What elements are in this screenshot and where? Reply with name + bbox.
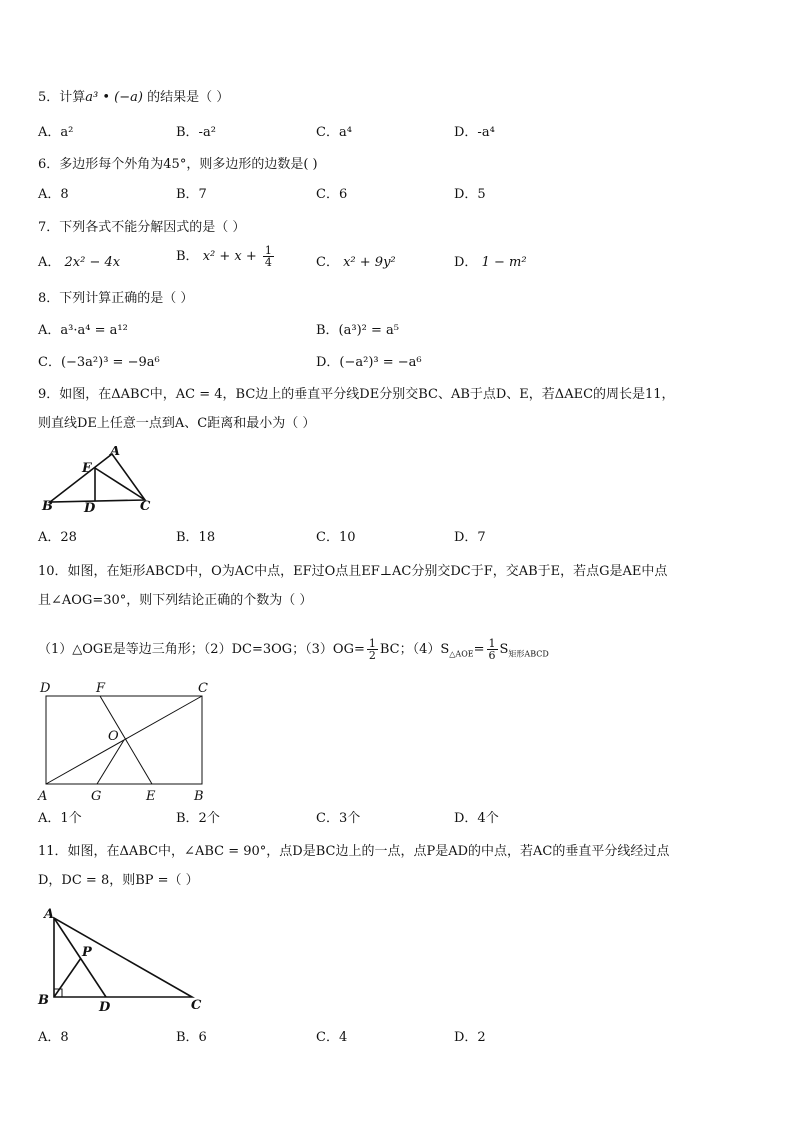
q9-label-b: B (42, 499, 53, 514)
question-5-stem: 5．计算a³ • (−a) 的结果是（ ） (38, 90, 230, 105)
q10-option-b: B．2个 (176, 811, 220, 826)
q8-option-b: B．(a³)² = a⁵ (316, 323, 399, 338)
q5-option-c: C．a⁴ (316, 125, 352, 140)
question-6-stem: 6．多边形每个外角为45°，则多边形的边数是( ) (38, 157, 318, 172)
question-10-stem-line2: 且∠AOG=30°，则下列结论正确的个数为（ ） (38, 593, 313, 608)
q7-option-c: C． x² + 9y² (316, 255, 396, 270)
q6-option-a: A．8 (38, 187, 69, 202)
q9-label-d: D (84, 501, 96, 516)
q10-label-f: F (96, 681, 106, 696)
q11-label-a: A (44, 907, 55, 922)
q10-label-d: D (40, 681, 51, 696)
q9-option-a: A．28 (38, 530, 77, 545)
q6-option-d: D．5 (454, 187, 486, 202)
q11-option-c: C．4 (316, 1030, 348, 1045)
q5-option-d: D．-a⁴ (454, 125, 495, 140)
question-11-stem-line2: D，DC = 8，则BP =（ ） (38, 873, 199, 888)
q5-option-a: A．a² (38, 125, 74, 140)
q7-option-d: D． 1 − m² (454, 255, 527, 270)
q8-option-d: D．(−a²)³ = −a⁶ (316, 355, 422, 370)
question-8-stem: 8．下列计算正确的是（ ） (38, 291, 194, 306)
q11-label-d: D (99, 1000, 111, 1014)
q11-label-b: B (38, 993, 49, 1008)
q10-label-c: C (198, 681, 208, 696)
question-11-stem-line1: 11．如图，在ΔABC中，∠ABC = 90°，点D是BC边上的一点，点P是AD的中点，若AC的垂直平分线经过点 (38, 844, 670, 859)
q10-option-d: D．4个 (454, 811, 499, 826)
q11-option-d: D．2 (454, 1030, 486, 1045)
q10-option-c: C．3个 (316, 811, 361, 826)
question-7-stem: 7．下列各式不能分解因式的是（ ） (38, 220, 246, 235)
q11-option-a: A．8 (38, 1030, 69, 1045)
q10-figure (34, 678, 214, 808)
q9-figure (40, 446, 160, 516)
q6-option-b: B．7 (176, 187, 207, 202)
q10-conclusions: （1）△OGE是等边三角形；（2）DC=3OG；（3）OG= $\frac{1}{2}$ BC；$(4)S_{\triangle AOE}=$ $\frac{1}{6}$ $S_{矩形ABCD}$ (38, 637, 549, 662)
q9-label-a: A (110, 446, 121, 459)
q10-label-a: A (38, 789, 48, 804)
question-9-stem-line1: 9．如图，在ΔABC中，AC = 4，BC边上的垂直平分线DE分别交BC、AB于点D、E，若ΔAEC的周长是11， (38, 387, 675, 402)
q5-option-b: B．-a² (176, 125, 216, 140)
q9-option-d: D．7 (454, 530, 486, 545)
q11-label-p: P (82, 945, 92, 960)
q7-option-b: B． x² + x + $\frac{1}{4}$ (176, 244, 272, 269)
q7-fraction: $\frac{1}{4}$ (264, 244, 272, 269)
q9-label-c: C (140, 499, 151, 514)
q10-label-e: E (146, 789, 156, 804)
q9-label-e: E (82, 461, 92, 476)
q9-option-c: C．10 (316, 530, 356, 545)
q11-label-c: C (191, 998, 202, 1013)
question-10-stem-line1: 10．如图，在矩形ABCD中，O为AC中点，EF过O点且EF⊥AC分别交DC于F，交AB于E，若点G是AE中点 (38, 564, 668, 579)
q8-option-a: A．a³·a⁴ = a¹² (38, 323, 128, 338)
q10-fraction-sixth: $\frac{1}{6}$ (488, 637, 496, 662)
q6-option-c: C．6 (316, 187, 348, 202)
q8-option-c: C．(−3a²)³ = −9a⁶ (38, 355, 160, 370)
q11-option-b: B．6 (176, 1030, 207, 1045)
q11-figure (36, 904, 216, 1014)
q10-label-b: B (194, 789, 204, 804)
q10-fraction-half: $\frac{1}{2}$ (368, 637, 376, 662)
q7-option-a: A． 2x² − 4x (38, 255, 121, 270)
q9-option-b: B．18 (176, 530, 216, 545)
q5-expression: a³ • (−a) (85, 90, 143, 105)
q10-option-a: A．1个 (38, 811, 82, 826)
q10-label-g: G (91, 789, 102, 804)
q10-label-o: O (108, 729, 119, 744)
question-9-stem-line2: 则直线DE上任意一点到A、C距离和最小为（ ） (38, 416, 316, 431)
